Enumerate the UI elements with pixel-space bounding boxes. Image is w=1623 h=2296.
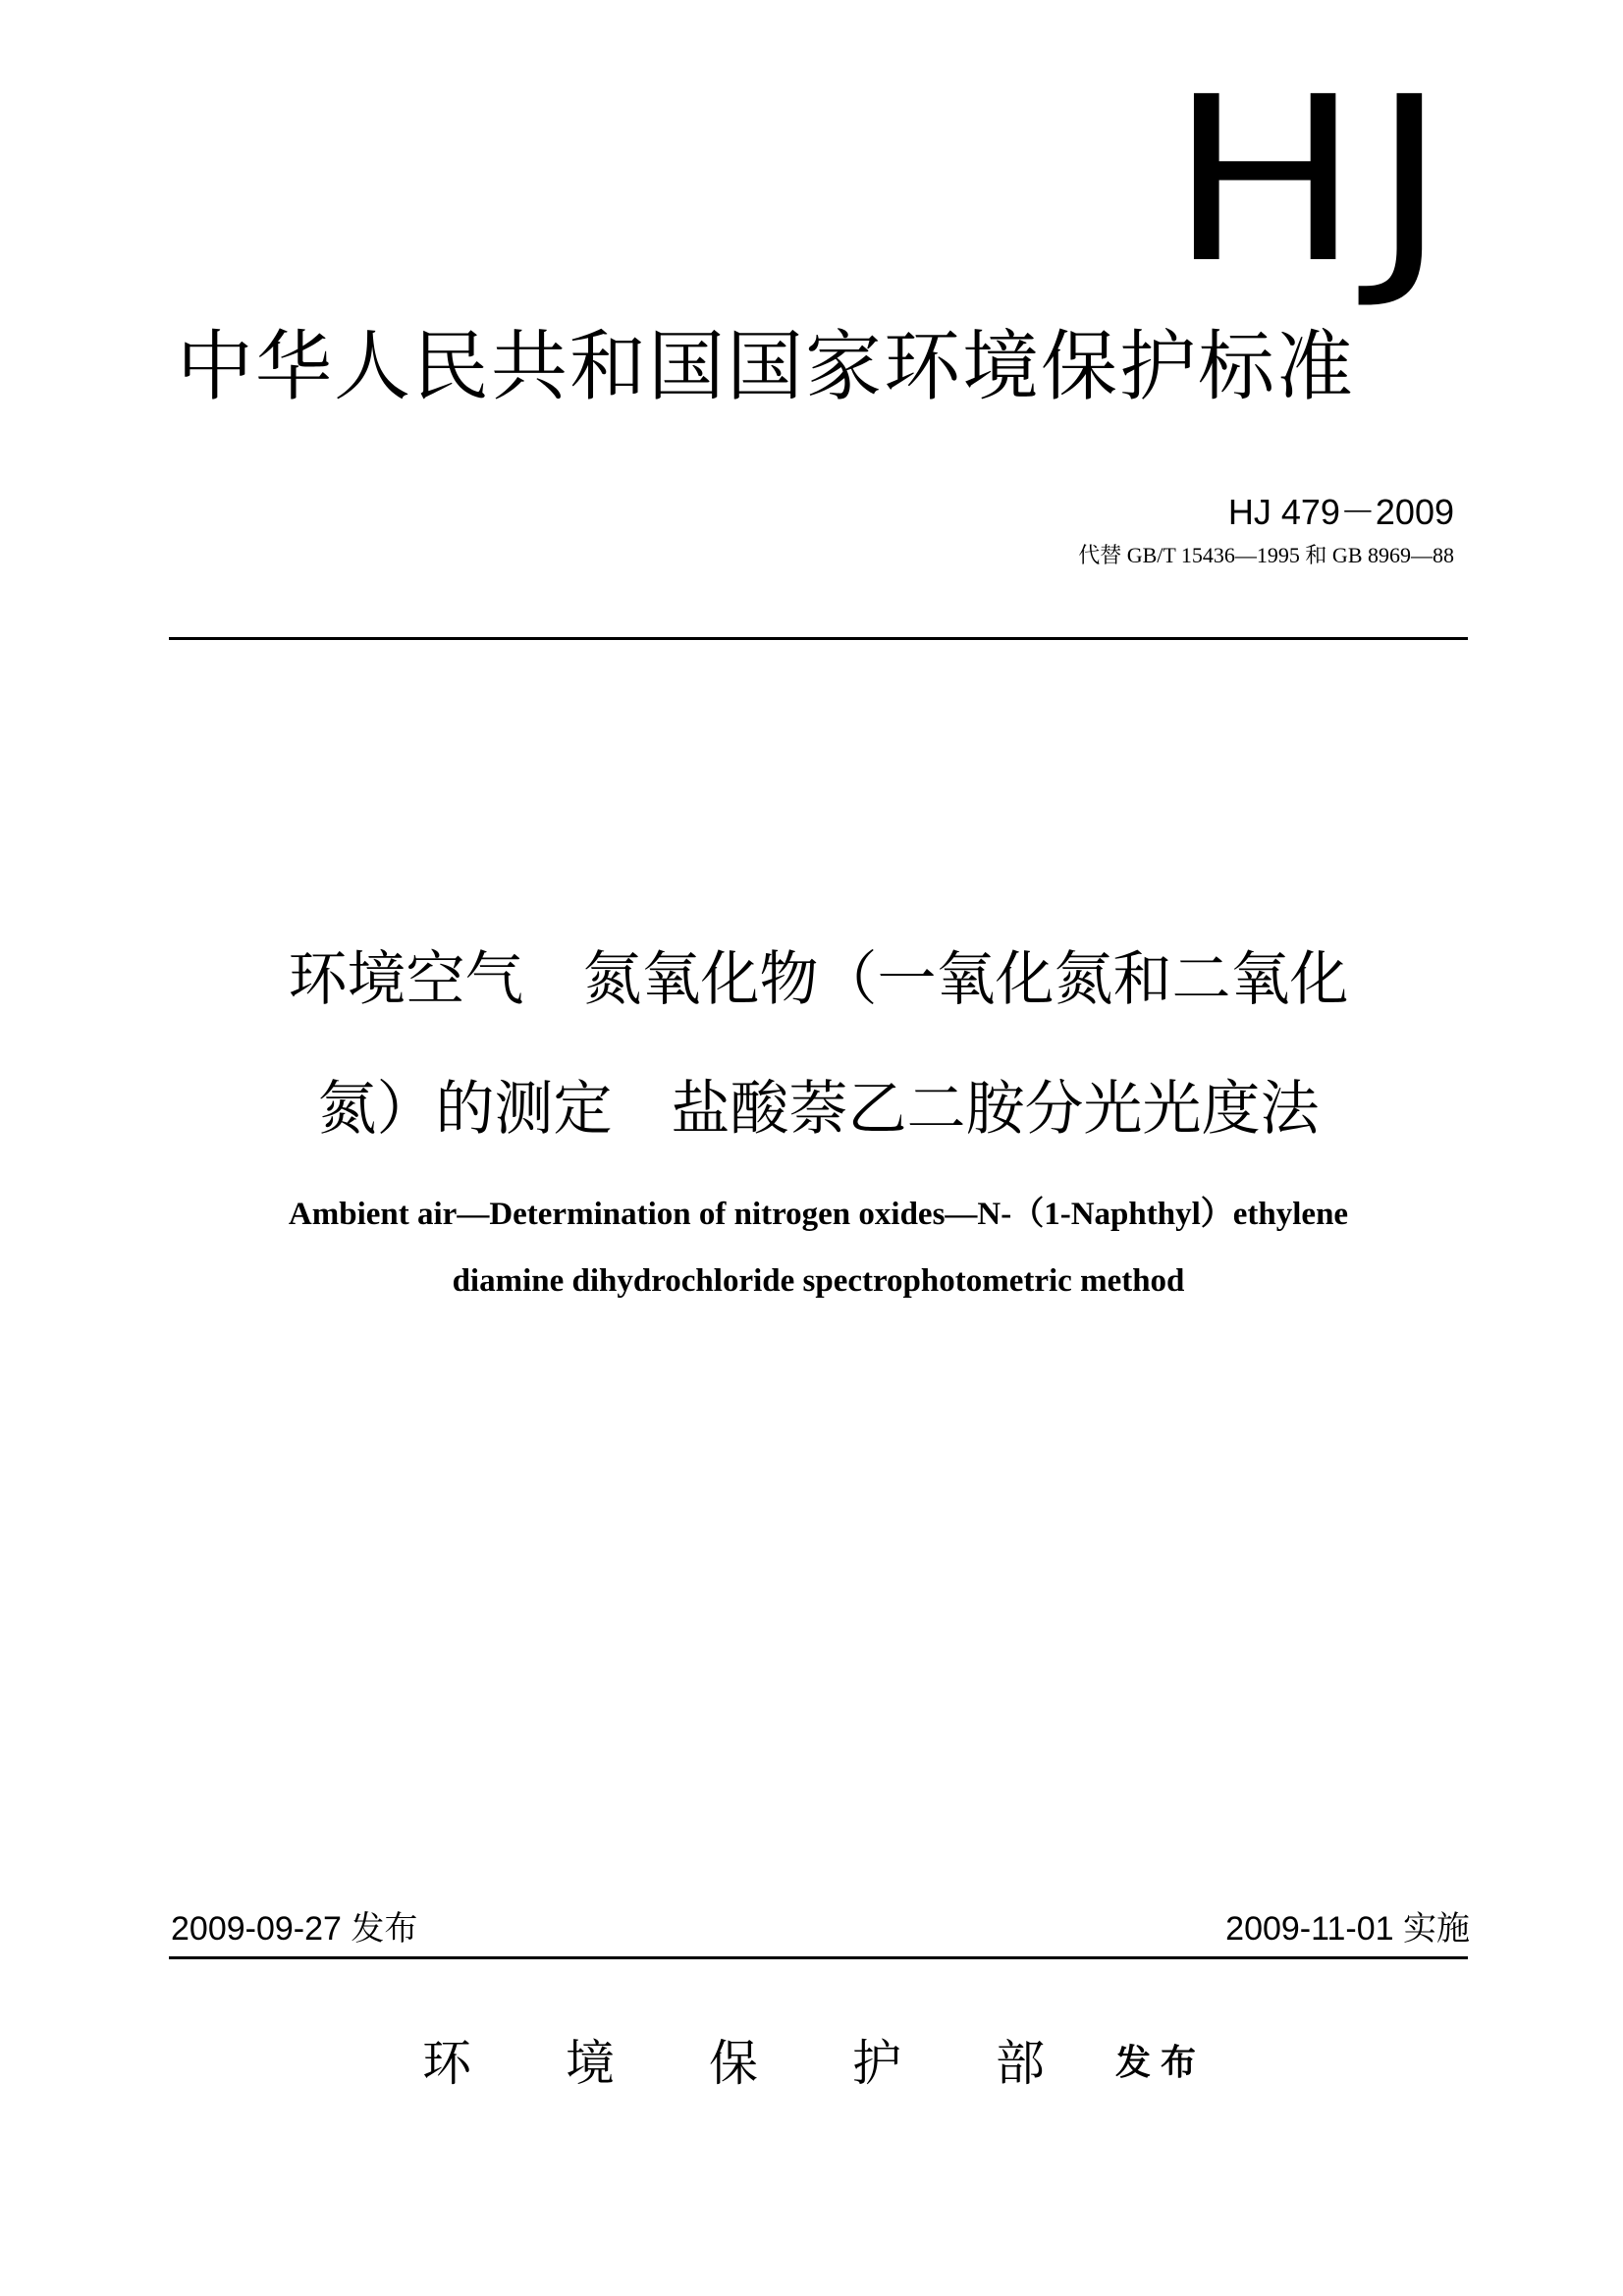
publisher-name: 环境保护部 xyxy=(422,2035,1139,2092)
replaces-note: 代替 GB/T 15436—1995 和 GB 8969—88 xyxy=(1078,543,1454,567)
chinese-title-line-2: 氮）的测定 盐酸萘乙二胺分光光度法 xyxy=(317,1075,1320,1144)
standard-category-title: 中华人民共和国国家环境保护标准 xyxy=(177,323,1356,411)
chinese-title-line-1: 环境空气 氮氧化物（一氧化氮和二氧化 xyxy=(288,945,1349,1014)
effective-date: 2009-11-01 实施 xyxy=(1225,1910,1470,1948)
publish-label: 发布 xyxy=(1115,2043,1207,2083)
hj-logo: HJ xyxy=(1168,48,1458,313)
top-divider xyxy=(169,637,1468,640)
english-title-line-1: Ambient air—Determination of nitrogen oxides—N-（1-Naphthyl）ethylene xyxy=(288,1197,1349,1232)
english-title-line-2: diamine dihydrochloride spectrophotometric method xyxy=(452,1263,1185,1299)
issue-date: 2009-09-27 发布 xyxy=(171,1910,418,1948)
standard-number: HJ 479－2009 xyxy=(1227,492,1454,532)
bottom-divider xyxy=(169,1956,1468,1959)
